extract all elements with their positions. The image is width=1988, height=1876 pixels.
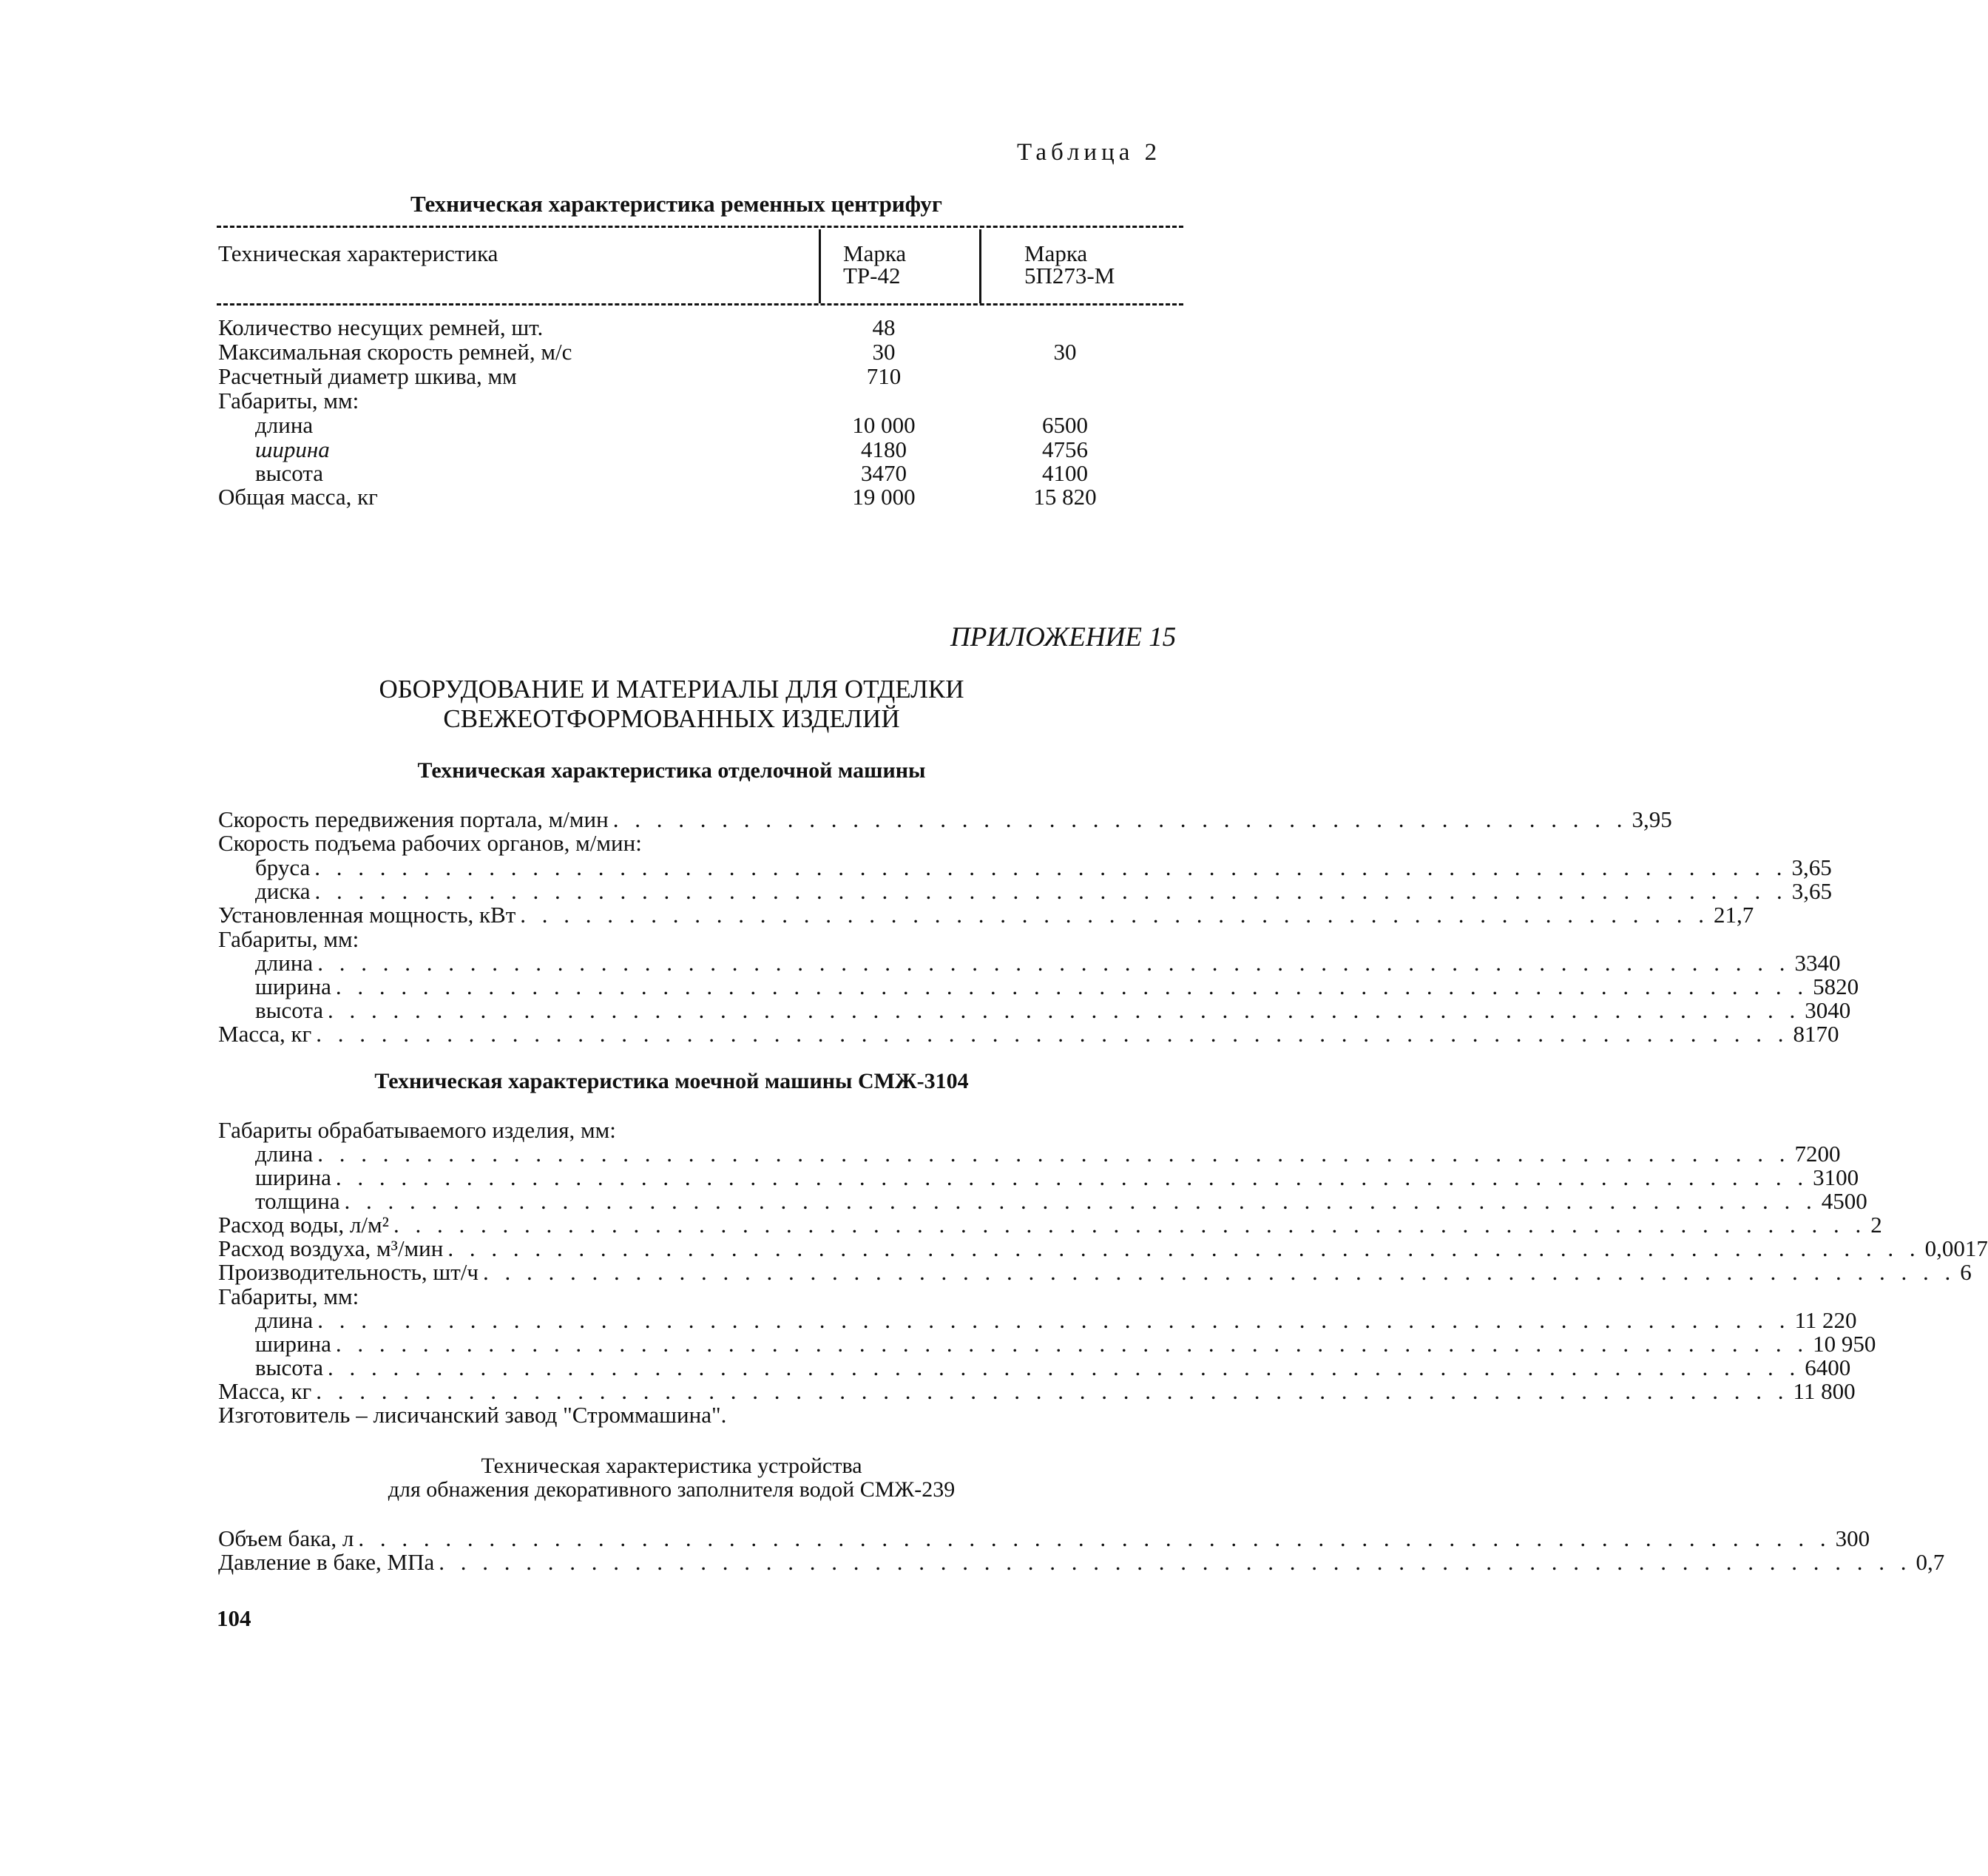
item-value: 11 800 (1793, 1378, 1856, 1404)
item-value: 0,7 (1916, 1549, 1945, 1575)
item-value: 3,65 (1791, 854, 1832, 880)
item-value: 0,0017 (1924, 1235, 1988, 1261)
table-top-rule (217, 226, 1183, 228)
list-item: ширина . . . . . . . . . . . . . . . . . . . . . . . . . . . . . . . . . . . . . . . . . . . . . . . . . . . . . . . . . . . . . . . . . . . . 3100 (218, 1164, 1187, 1189)
item-value: 3,65 (1791, 878, 1832, 904)
item-value: 4500 (1821, 1188, 1867, 1214)
list-item: длина . . . . . . . . . . . . . . . . . . . . . . . . . . . . . . . . . . . . . . . . . . . . . . . . . . . . . . . . . . . . . . . . . . . . 11 220 (218, 1307, 1187, 1332)
item-label: Расход воздуха, м³/мин (218, 1235, 444, 1261)
item-label: Масса, кг (218, 1378, 312, 1404)
item-label: Давление в баке, МПа (218, 1549, 435, 1575)
table-cell-c2: 30 (1053, 339, 1077, 365)
item-value: 3340 (1794, 950, 1841, 976)
table-row-label: Количество несущих ремней, шт. (218, 314, 544, 340)
list-item: Габариты, мм: (218, 926, 359, 952)
section1-title: Техническая характеристика отделочной машины (417, 758, 926, 783)
item-label: длина (255, 950, 314, 976)
list-item: Давление в баке, МПа . . . . . . . . . . . . . . . . . . . . . . . . . . . . . . . . . . . . . . . . . . . . . . . . . . . . . . . . . . . . . . . . . . . . 0,7 (218, 1549, 1945, 1575)
appendix-title-line2: СВЕЖЕОТФОРМОВАННЫХ ИЗДЕЛИЙ (443, 704, 900, 733)
item-label: высота (255, 1354, 324, 1380)
table-cell-c2: 4756 (1042, 436, 1088, 462)
table-header-col2 (1024, 240, 1115, 289)
list-item: ширина . . . . . . . . . . . . . . . . . . . . . . . . . . . . . . . . . . . . . . . . . . . . . . . . . . . . . . . . . . . . . . . . . . . . 5820 (218, 974, 1187, 998)
section3-title-line1: Техническая характеристика устройства (481, 1454, 862, 1478)
table-row-label: Расчетный диаметр шкива, мм (218, 363, 517, 389)
item-label: высота (255, 997, 324, 1023)
list-item: бруса . . . . . . . . . . . . . . . . . . . . . . . . . . . . . . . . . . . . . . . . . . . . . . . . . . . . . . . . . . . . . . . . . . . . 3,65 (218, 854, 1187, 879)
table-col-divider-2 (979, 229, 981, 303)
item-label: диска (255, 878, 311, 904)
table-row-label: Общая масса, кг (218, 484, 378, 510)
list-item: Габариты, мм: (218, 1283, 359, 1309)
item-label: ширина (255, 1331, 331, 1357)
list-item: высота . . . . . . . . . . . . . . . . . . . . . . . . . . . . . . . . . . . . . . . . . . . . . . . . . . . . . . . . . . . . . . . . . . . . 6400 (218, 1354, 1187, 1379)
item-value: 10 950 (1813, 1331, 1876, 1357)
item-label: Установленная мощность, кВт (218, 902, 516, 928)
table-header-rule (217, 303, 1183, 306)
item-value: 2 (1870, 1212, 1882, 1238)
list-item: Масса, кг . . . . . . . . . . . . . . . . . . . . . . . . . . . . . . . . . . . . . . . . . . . . . . . . . . . . . . . . . . . . . . . . . . . . 8170 (218, 1021, 1839, 1047)
table-header-col2-line2: 5П273-М (1024, 263, 1115, 289)
list-item: Установленная мощность, кВт . . . . . . . . . . . . . . . . . . . . . . . . . . . . . . . . . . . . . . . . . . . . . . . . . . . . . . . 21,7 (218, 902, 1754, 928)
item-value: 3100 (1813, 1164, 1859, 1190)
table-label: Таблица 2 (1017, 139, 1162, 166)
item-label: Расход воды, л/м² (218, 1212, 389, 1238)
table-cell-c1: 30 (872, 339, 896, 365)
list-item: Скорость подъема рабочих органов, м/мин: (218, 830, 642, 856)
item-value: 21,7 (1714, 902, 1754, 928)
list-item: ширина . . . . . . . . . . . . . . . . . . . . . . . . . . . . . . . . . . . . . . . . . . . . . . . . . . . . . . . . . . . . . . . . . . . . 10 950 (218, 1331, 1187, 1355)
item-label: ширина (255, 974, 331, 999)
table-cell-c2: 6500 (1042, 412, 1088, 438)
table-cell-c1: 710 (866, 363, 902, 389)
table-cell-c1: 4180 (861, 436, 907, 462)
item-label: Скорость передвижения портала, м/мин (218, 806, 609, 832)
section2-title: Техническая характеристика моечной машины СМЖ-3104 (374, 1069, 969, 1093)
item-label: Объем бака, л (218, 1525, 354, 1551)
table-cell-c2: 4100 (1042, 460, 1088, 486)
table-row-label: Габариты, мм: (218, 388, 359, 414)
list-item: Расход воздуха, м³/мин . . . . . . . . . . . . . . . . . . . . . . . . . . . . . . . . . . . . . . . . . . . . . . . . . . . . . . . . . . . . . . . . . . . . 0,0017 (218, 1235, 1988, 1261)
table-header-col2-line1: Марка (1024, 240, 1088, 266)
table-col-divider-1 (819, 229, 821, 303)
table-title: Техническая характеристика ременных центрифуг (410, 191, 942, 217)
item-label: Масса, кг (218, 1021, 312, 1047)
list-item: Габариты обрабатываемого изделия, мм: (218, 1117, 616, 1143)
item-value: 3040 (1805, 997, 1851, 1023)
list-item: диска . . . . . . . . . . . . . . . . . . . . . . . . . . . . . . . . . . . . . . . . . . . . . . . . . . . . . . . . . . . . . . . . . . . . 3,65 (218, 878, 1187, 902)
item-label: Производительность, шт/ч (218, 1259, 479, 1285)
item-label: ширина (255, 1164, 331, 1190)
table-header-col1-line1: Марка (843, 240, 907, 266)
table-row-label: длина (255, 412, 314, 438)
table-header-characteristic: Техническая характеристика (218, 240, 498, 266)
list-item: Расход воды, л/м² . . . . . . . . . . . . . . . . . . . . . . . . . . . . . . . . . . . . . . . . . . . . . . . . . . . . . . . . . . . . . . . . . . . . 2 (218, 1212, 1882, 1238)
appendix-title-line1: ОБОРУДОВАНИЕ И МАТЕРИАЛЫ ДЛЯ ОТДЕЛКИ (379, 675, 964, 704)
list-item: Масса, кг . . . . . . . . . . . . . . . . . . . . . . . . . . . . . . . . . . . . . . . . . . . . . . . . . . . . . . . . . . . . . . . . . . . . 11 800 (218, 1378, 1856, 1404)
item-label: толщина (255, 1188, 340, 1214)
table-cell-c1: 48 (872, 314, 896, 340)
table-row-label: ширина (255, 436, 330, 462)
table-row-label: Максимальная скорость ремней, м/с (218, 339, 572, 365)
table-header-col1-line2: ТР-42 (843, 263, 901, 289)
list-item: длина . . . . . . . . . . . . . . . . . . . . . . . . . . . . . . . . . . . . . . . . . . . . . . . . . . . . . . . . . . . . . . . . . . . . 3340 (218, 950, 1187, 974)
item-value: 3,95 (1632, 806, 1672, 832)
item-value: 7200 (1794, 1141, 1841, 1167)
table-row-label: высота (255, 460, 324, 486)
manufacturer-note: Изготовитель – лисичанский завод "Строммашина". (218, 1402, 727, 1428)
table-cell-c1: 10 000 (852, 412, 916, 438)
list-item: Производительность, шт/ч . . . . . . . . . . . . . . . . . . . . . . . . . . . . . . . . . . . . . . . . . . . . . . . . . . . . . . . . . . . . . . . . . . . . 6 (218, 1259, 1972, 1285)
appendix-label: ПРИЛОЖЕНИЕ 15 (950, 622, 1177, 652)
list-item: длина . . . . . . . . . . . . . . . . . . . . . . . . . . . . . . . . . . . . . . . . . . . . . . . . . . . . . . . . . . . . . . . . . . . . 7200 (218, 1141, 1187, 1165)
section3-title-line2: для обнажения декоративного заполнителя водой СМЖ-239 (388, 1477, 956, 1502)
item-label: длина (255, 1141, 314, 1167)
list-item: Скорость передвижения портала, м/мин . . . . . . . . . . . . . . . . . . . . . . . . . . . . . . . . . . . . . . . . . . . . . . . 3,95 (218, 806, 1672, 832)
item-value: 6 (1960, 1259, 1972, 1285)
table-cell-c2: 15 820 (1033, 484, 1097, 510)
page-number: 104 (217, 1605, 251, 1631)
table-cell-c1: 19 000 (852, 484, 916, 510)
item-label: длина (255, 1307, 314, 1333)
table-header-col1 (843, 240, 907, 289)
item-value: 8170 (1793, 1021, 1839, 1047)
list-item: высота . . . . . . . . . . . . . . . . . . . . . . . . . . . . . . . . . . . . . . . . . . . . . . . . . . . . . . . . . . . . . . . . . . . . 3040 (218, 997, 1187, 1022)
item-value: 6400 (1805, 1354, 1851, 1380)
list-item: толщина . . . . . . . . . . . . . . . . . . . . . . . . . . . . . . . . . . . . . . . . . . . . . . . . . . . . . . . . . . . . . . . . . . . . 4500 (218, 1188, 1187, 1212)
table-cell-c1: 3470 (861, 460, 907, 486)
item-value: 300 (1835, 1525, 1870, 1551)
item-label: бруса (255, 854, 311, 880)
item-value: 5820 (1813, 974, 1859, 999)
item-value: 11 220 (1794, 1307, 1857, 1333)
list-item: Объем бака, л . . . . . . . . . . . . . . . . . . . . . . . . . . . . . . . . . . . . . . . . . . . . . . . . . . . . . . . . . . . . . . . . . . . . 300 (218, 1525, 1870, 1551)
